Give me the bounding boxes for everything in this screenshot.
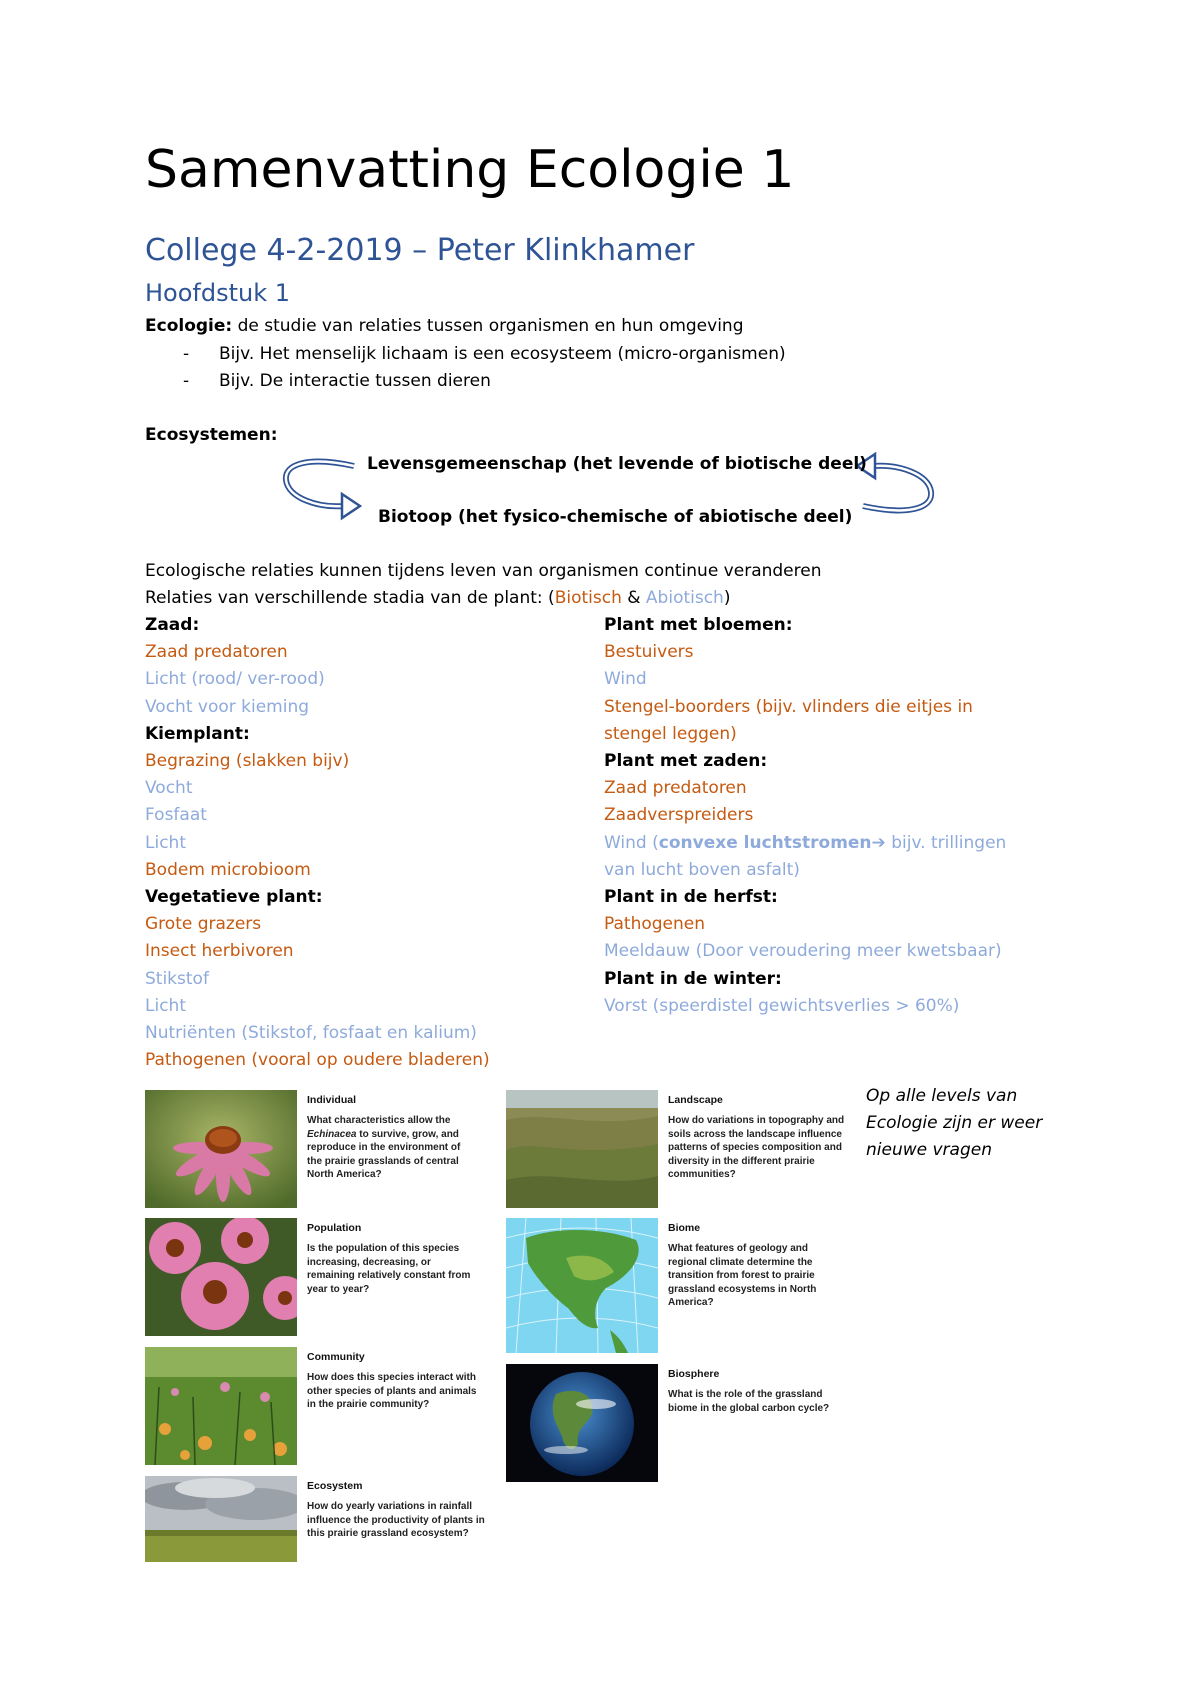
abiotic-item: Meeldauw (Door veroudering meer kwetsbaar) [604, 941, 1002, 962]
biosphere-photo [506, 1364, 658, 1482]
biotic-item: Bodem microbioom [145, 859, 311, 880]
relations-suffix: ) [723, 588, 731, 608]
relations-prefix: Relaties van verschillende stadia van de plant: ( [145, 588, 555, 608]
relations-line-2 [145, 585, 730, 612]
abiotic-item: Vocht voor kieming [145, 696, 310, 717]
population-photo [145, 1218, 297, 1336]
definition-bullet-1 [183, 341, 786, 368]
cycle-arrow-right-icon [855, 452, 939, 522]
bullet-dash: - [183, 371, 190, 391]
level-question-biosphere: What is the role of the grassland biome in the global carbon cycle? [668, 1389, 830, 1414]
side-note: Op alle levels van Ecologie zijn er weer nieuwe vragen [866, 1086, 1043, 1160]
college-heading: College 4-2-2019 – Peter Klinkhamer [145, 233, 695, 268]
abiotic-item: Licht [145, 995, 186, 1016]
left-column [145, 612, 615, 1074]
stage-header: Plant in de winter: [604, 968, 782, 989]
legend-abiotic: Abiotisch [645, 588, 724, 608]
wind-prefix: Wind ( [604, 832, 659, 853]
biotic-item: Pathogenen (vooral op oudere bladeren) [145, 1050, 490, 1071]
abiotic-item: Wind [604, 669, 647, 690]
arrow-right-icon: ➔ [871, 832, 886, 853]
biotic-item: Pathogenen [604, 914, 706, 935]
relations-amp: & [621, 588, 646, 608]
abiotic-item: van lucht boven asfalt) [604, 859, 800, 880]
question-text: What characteristics allow the [307, 1115, 451, 1126]
level-label-community: Community [307, 1351, 365, 1363]
level-label-individual: Individual [307, 1094, 357, 1106]
stage-header: Kiemplant: [145, 723, 250, 744]
ecosystems-label: Ecosystemen: [145, 425, 278, 445]
level-label-biome: Biome [668, 1222, 701, 1234]
relations-line-1: Ecologische relaties kunnen tijdens leven van organismen continue veranderen [145, 561, 822, 581]
biotic-item: Zaadverspreiders [604, 805, 754, 826]
abiotic-item [604, 830, 1074, 857]
abiotic-item: Licht (rood/ ver-rood) [145, 669, 325, 690]
abiotic-item: Vocht [145, 778, 193, 799]
biotic-item: Stengel-boorders (bijv. vlinders die eitjes in [604, 696, 973, 717]
abiotic-item: Stikstof [145, 968, 209, 989]
biotic-item: Insect herbivoren [145, 941, 294, 962]
biotic-item: stengel leggen) [604, 723, 737, 744]
biotic-part: Levensgemeenschap (het levende of biotische deel) [367, 454, 867, 474]
level-label-ecosystem: Ecosystem [307, 1480, 363, 1492]
chapter-heading: Hoofdstuk 1 [145, 279, 291, 307]
wind-bold: convexe luchtstromen [658, 832, 872, 853]
abiotic-item: Fosfaat [145, 805, 207, 826]
wind-suffix: bijv. trillingen [885, 832, 1007, 853]
ecosystem-photo [145, 1476, 297, 1562]
level-question-individual [307, 1114, 467, 1182]
biotic-item: Begrazing (slakken bijv) [145, 751, 350, 772]
level-question-biome: What features of geology and regional climate determine the transition from forest to prairie grassland ecosystems in North America? [668, 1243, 817, 1308]
level-label-population: Population [307, 1222, 362, 1234]
bullet-text: Bijv. Het menselijk lichaam is een ecosysteem (micro-organismen) [219, 344, 786, 364]
question-text: to survive, grow, and reproduce in the environment of the prairie grasslands of central North America? [307, 1128, 461, 1180]
cycle-arrow-left-icon [278, 452, 362, 522]
level-question-landscape: How do variations in topography and soils across the landscape influence patterns of species composition and diversity in the different prairie communities? [668, 1115, 845, 1180]
level-label-landscape: Landscape [668, 1094, 723, 1106]
stage-header: Plant in de herfst: [604, 887, 778, 908]
abiotic-item: Vorst (speerdistel gewichtsverlies > 60%) [604, 995, 960, 1016]
stage-header: Plant met bloemen: [604, 615, 793, 635]
level-label-biosphere: Biosphere [668, 1368, 720, 1380]
right-column [604, 612, 1074, 1020]
definition-text: de studie van relaties tussen organismen en hun omgeving [232, 316, 744, 336]
stage-header: Vegetatieve plant: [145, 887, 323, 908]
biotic-item: Zaad predatoren [604, 778, 747, 799]
stage-header: Plant met zaden: [604, 751, 768, 772]
individual-photo [145, 1090, 297, 1208]
landscape-photo [506, 1090, 658, 1208]
bullet-dash: - [183, 344, 190, 364]
legend-biotic: Biotisch [554, 588, 622, 608]
page-title: Samenvatting Ecologie 1 [145, 140, 795, 200]
question-italic: Echinacea [307, 1128, 357, 1140]
abiotic-item: Licht [145, 832, 186, 853]
stage-header: Zaad: [145, 615, 200, 635]
biome-map [506, 1218, 658, 1353]
bullet-text: Bijv. De interactie tussen dieren [219, 371, 491, 391]
abiotic-item: Nutriënten (Stikstof, fosfaat en kalium) [145, 1023, 477, 1044]
definition-line [145, 313, 743, 340]
biotic-item: Bestuivers [604, 642, 694, 663]
community-photo [145, 1347, 297, 1465]
level-question-community: How does this species interact with other species of plants and animals in the prairie community? [307, 1372, 477, 1410]
definition-bullet-2 [183, 368, 491, 395]
level-question-population: Is the population of this species increasing, decreasing, or remaining relatively constant from year to year? [307, 1243, 471, 1295]
definition-term: Ecologie: [145, 316, 233, 336]
abiotic-part: Biotoop (het fysico-chemische of abiotische deel) [378, 507, 853, 527]
biotic-item: Grote grazers [145, 914, 262, 935]
biotic-item: Zaad predatoren [145, 642, 288, 663]
level-question-ecosystem: How do yearly variations in rainfall influence the productivity of plants in this prairie grassland ecosystem? [307, 1501, 485, 1539]
